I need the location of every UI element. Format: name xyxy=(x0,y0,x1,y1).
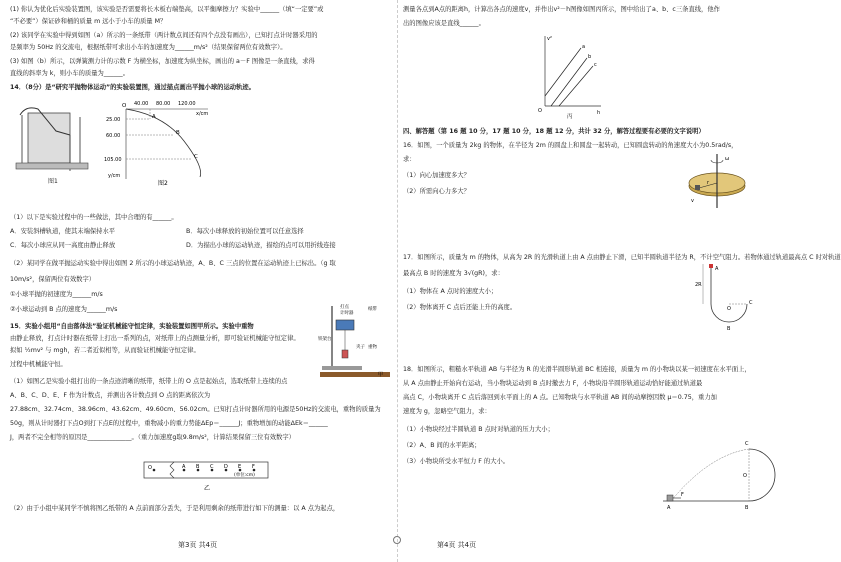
text-line: （1）向心加速度多大？ xyxy=(403,172,470,179)
text-line: (3) 如图（b）所示，以弹簧测力计的示数 F 为横坐标，加速度为纵坐标，画出的 a－F 图像是一条直线，求得 xyxy=(10,58,315,65)
x-tick-label: 120.00 xyxy=(178,101,196,107)
question-16-text: 16．如图，一个质量为 2kg 的物体，在半径为 2m 的圆盘上和圆盘一起转动，已知圆盘转动的角速度大小为0.5rad/s， xyxy=(403,142,738,149)
figure-1-label: 图1 xyxy=(48,178,58,185)
text-line: 出的图像应该是直线______。 xyxy=(403,20,485,27)
text-line: （2）物体离开 C 点后还能上升的高度。 xyxy=(403,304,517,311)
text-line: (2) 该同学在实验中得到如图（a）所示的一条纸带（两计数点间还有四个点没有画出），已知打点计时器采用的 xyxy=(10,32,318,39)
origin-label: O xyxy=(538,108,542,114)
line-b-label: b xyxy=(588,54,592,60)
text-line: 由静止释放，打点计时器在纸带上打出一系列的点，对纸带上的点测量分析，即可验证机械能守恒定律。 xyxy=(10,335,300,342)
text-line: A、B、C、D、E、F 作为计数点，并测出各计数点到 O 点的距离依次为 xyxy=(10,392,211,399)
y-tick-label: 60.00 xyxy=(106,133,121,139)
point-b-label: B xyxy=(745,505,749,511)
text-line: 50g，则从计时器打下点O到打下点E的过程中，重物减小的重力势能ΔEp＝______J；重物增加的动能ΔEk＝______ xyxy=(10,420,328,427)
option-a: A．安装斜槽轨道，使其末端保持水平 xyxy=(10,228,116,235)
label-stand: 铁架台 xyxy=(318,337,332,342)
option-d: D．为描出小球的运动轨迹，描绘的点可以用折线连接 xyxy=(186,242,336,249)
text-line: 速度为 g，忽略空气阻力，求： xyxy=(403,408,491,415)
x-tick-label: 40.00 xyxy=(134,101,149,107)
text-line: ②小球运动到 B 点的速度为______m/s xyxy=(10,306,118,313)
point-c-label: C xyxy=(194,154,198,160)
tape-point: A xyxy=(182,464,186,470)
figure-18-track xyxy=(659,415,769,510)
y-tick-label: 105.00 xyxy=(104,157,122,163)
point-c-label: C xyxy=(749,300,753,306)
label-tape: 纸带 xyxy=(368,307,377,312)
text-line: 测量各点到A点的距离h，计算出各点的速度v，并作出v²－h图像如图丙所示，图中给出了a、b、c三条直线，他作 xyxy=(403,6,720,13)
y-tick-label: 25.00 xyxy=(106,117,121,123)
right-page xyxy=(397,0,841,562)
text-line: （2）由于小组中某同学不慎将图乙纸带的 A 点前面部分丢失，于是利用剩余的纸带进行如下的测量：以 A 点为起点， xyxy=(10,505,340,512)
text-line: （3）小物块所受水平恒力 F 的大小。 xyxy=(403,458,510,465)
text-line: “不必要”）保证砂和桶的质量 m 远小于小车的质量 M？ xyxy=(10,18,167,25)
tape-point: F xyxy=(252,464,255,470)
figure-yi-tape xyxy=(142,458,272,498)
figure-bing-label: 丙 xyxy=(567,114,573,120)
figure-2-label: 图2 xyxy=(158,180,168,187)
text-line: 求： xyxy=(403,156,416,163)
x-axis-label: h xyxy=(597,110,601,116)
figure-yi-label: 乙 xyxy=(204,485,211,492)
text-line: 从 A 点由静止开始向右运动，当小物块运动到 B 点时撤去力 F，小物块沿半圆形轨道运动恰好能通过轨道最 xyxy=(403,380,703,387)
point-a-label: A xyxy=(667,505,671,511)
figure-17-track xyxy=(695,260,765,340)
text-line: （2）某同学在做平抛运动实验中得出如图 2 所示的小球运动轨迹，A、B、C 三点的位置在运动轨迹上已标出。（g 取 xyxy=(10,260,336,267)
tape-point: O xyxy=(148,465,152,471)
y-axis-label: v² xyxy=(547,36,552,42)
point-a-label: A xyxy=(715,266,719,272)
text-line: （1）小物块经过半圆轨道 B 点时对轨道的压力大小； xyxy=(403,426,554,433)
option-b: B．每次小球释放的初始位置可以任意选择 xyxy=(186,228,304,235)
figure-16-disk xyxy=(685,150,755,210)
text-line: 高点 C，小物块离开 C 点后落回到水平面上的 A 点。已知物块与水平轨道 AB 间的动摩擦因数 μ＝0.75，重力加 xyxy=(403,394,717,401)
tape-point: E xyxy=(238,464,242,470)
point-c-label: C xyxy=(745,441,749,447)
text-line: (1) 你认为优化后实验装置图，该实验是否需要将长木板右端垫高，以平衡摩擦力？实验中______（填“一定要”或 xyxy=(10,6,324,13)
center-o-label: O xyxy=(743,473,747,479)
label-timer: 打点 xyxy=(340,305,349,310)
origin-label: O xyxy=(122,103,127,109)
text-line: 10m/s²，保留两位有效数字） xyxy=(10,276,96,283)
radius-label: r xyxy=(707,180,710,186)
tape-unit: (单位:cm) xyxy=(234,473,255,478)
text-line: 27.88cm、32.74cm、38.96cm、43.62cm、49.60cm、56.02cm。已知打点计时器所用的电源是50Hz的交流电，重物的质量为 xyxy=(10,406,381,413)
text-line: ①小球平抛的初速度为______m/s xyxy=(10,291,103,298)
text-line: （1）物体在 A 点时的速度大小； xyxy=(403,288,498,295)
text-line: 最高点 B 时的速度为 3√(gR)，求： xyxy=(403,270,504,277)
point-a-label: A xyxy=(152,114,156,120)
velocity-label: v xyxy=(691,198,694,204)
text-line: （2）所需向心力多大？ xyxy=(403,188,470,195)
tape-point: D xyxy=(224,464,228,470)
figure-jia-apparatus xyxy=(318,300,392,380)
text-line: （1）以下是实验过程中的一些做法，其中合理的有______。 xyxy=(10,214,178,221)
text-line: J，两者不完全相等的原因是______________。（重力加速度g取9.8m/s²，计算结果保留三位有效数字） xyxy=(10,434,295,441)
section-heading: 四、解答题（第 16 题 10 分，17 题 10 分，18 题 12 分，共计 32 分，解答过程要有必要的文字说明） xyxy=(403,128,705,135)
text-line: 直线的斜率为 k，则小车的质量为______。 xyxy=(10,70,129,77)
question-14-title: 14．（8分）是“研究平抛物体运动”的实验装置图，通过描点画出平抛小球的运动轨迹。 xyxy=(10,84,255,91)
left-page xyxy=(0,0,397,562)
force-f-label: F xyxy=(681,492,684,498)
question-17-text: 17．如图所示，质量为 m 的物体，从高为 2R 的光滑轨道上由 A 点由静止下滑，已知半圆轨道半径为 R，不计空气阻力。若物体通过轨道最高点 C 时对轨道 xyxy=(403,254,841,261)
text-line: 拟如 ½mv² 与 mgh，若二者近似相等，从而验证机械能守恒定律。 xyxy=(10,347,200,354)
text-line: （2）A、B 间的水平距离； xyxy=(403,442,481,449)
label-timer-2: 计时器 xyxy=(340,311,354,316)
figure-2-trajectory xyxy=(104,97,214,187)
x-tick-label: 80.00 xyxy=(156,101,171,107)
tape-point: B xyxy=(196,464,200,470)
label-weight: 重物 xyxy=(368,345,377,350)
question-18-text: 18．如图所示，粗糙水平轨道 AB 与半径为 R 的光滑半圆形轨道 BC 相连接，质量为 m 的小物块以某一初速度在水平面上， xyxy=(403,366,751,373)
option-c: C．每次小球应从同一高度由静止释放 xyxy=(10,242,116,249)
x-axis-label: x/cm xyxy=(196,111,209,117)
figure-jia-label: 甲 xyxy=(378,372,384,378)
y-axis-label: y/cm xyxy=(108,173,121,179)
label-clip: 夹子 xyxy=(356,345,365,350)
height-label: 2R xyxy=(695,282,702,288)
page-number: 第4页 共4页 xyxy=(437,541,477,549)
tape-point: C xyxy=(210,464,214,470)
point-b-label: B xyxy=(727,326,731,332)
omega-label: ω xyxy=(725,156,730,162)
line-c-label: c xyxy=(594,62,597,68)
text-line: 是频率为 50Hz 的交流电，根据纸带可求出小车的加速度为______m/s²（结果保留两位有效数字）。 xyxy=(10,44,287,51)
point-b-label: B xyxy=(176,130,180,136)
text-line: （1）如图乙是实验小组打出的一条点迹清晰的纸带，纸带上的 O 点是起始点，选取纸带上连续的点 xyxy=(10,378,288,385)
text-line: 过程中机械能守恒。 xyxy=(10,361,67,368)
page-number: 第3页 共4页 xyxy=(178,541,218,549)
question-15-title: 15．实验小组用“自由落体法”验证机械能守恒定律，实验装置如图甲所示。实验中重物 xyxy=(10,323,254,330)
line-a-label: a xyxy=(582,44,586,50)
figure-bing-graph xyxy=(535,30,605,118)
figure-1-apparatus xyxy=(14,97,94,187)
center-o-label: O xyxy=(727,306,731,312)
